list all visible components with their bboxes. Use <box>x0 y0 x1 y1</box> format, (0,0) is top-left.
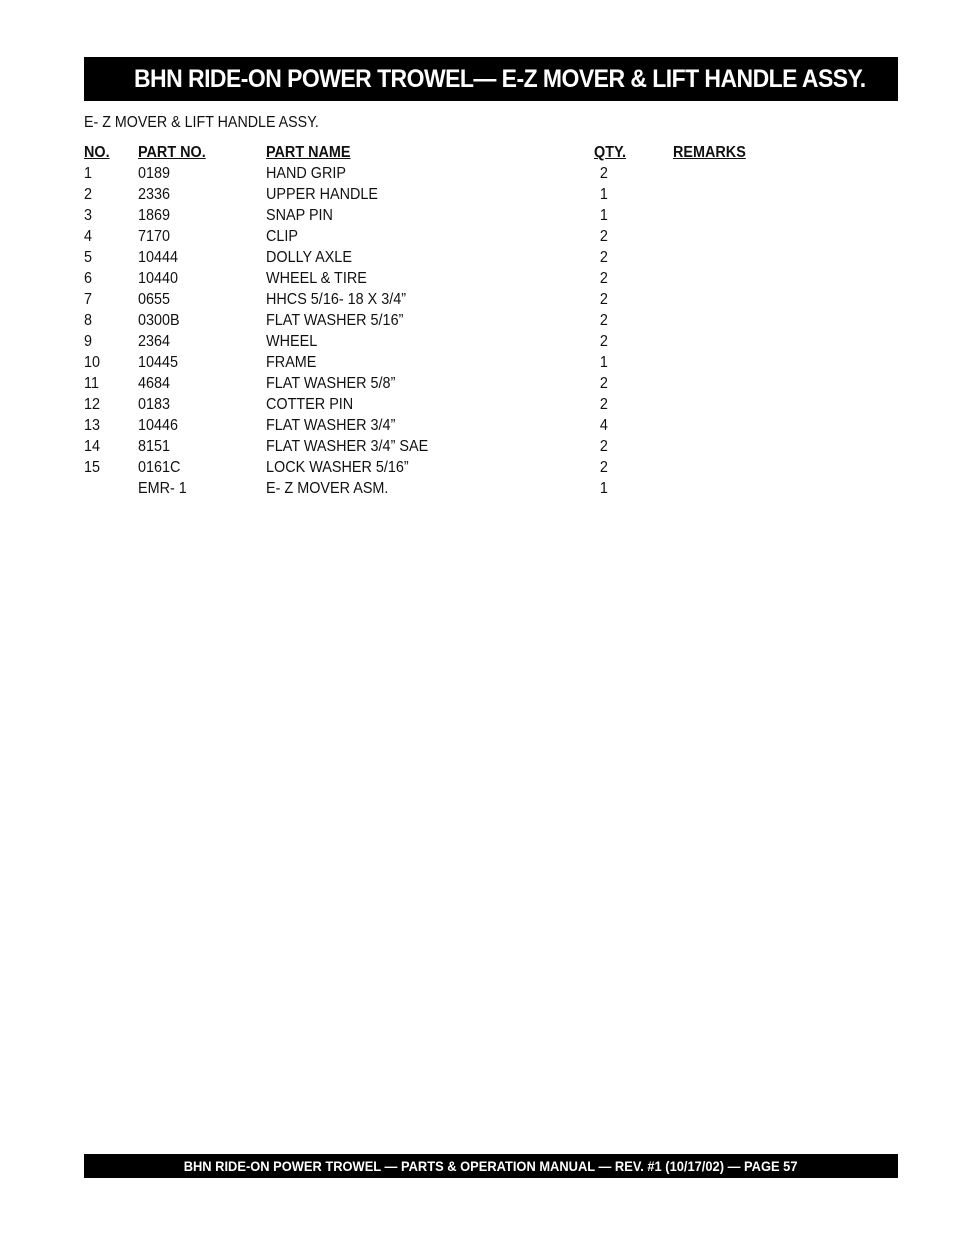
table-row <box>84 331 784 352</box>
cell-no: 8 <box>84 312 93 329</box>
cell-part-name: UPPER HANDLE <box>266 186 379 203</box>
cell-no: 6 <box>84 270 93 287</box>
cell-part-name: HAND GRIP <box>266 165 347 182</box>
cell-no: 11 <box>84 375 99 392</box>
cell-no: 12 <box>84 396 101 413</box>
cell-no: 5 <box>84 249 93 266</box>
table-header-row <box>84 142 784 163</box>
cell-part-name: FLAT WASHER 5/16” <box>266 312 404 329</box>
cell-qty: 1 <box>599 480 608 497</box>
cell-part-name: WHEEL & TIRE <box>266 270 367 287</box>
cell-part-no: 0189 <box>138 165 171 182</box>
column-header-part-name: PART NAME <box>266 144 351 161</box>
footer-bar <box>84 1154 898 1178</box>
cell-part-no: 0161C <box>138 459 181 476</box>
footer-text: BHN RIDE-ON POWER TROWEL — PARTS & OPERATION MANUAL — REV. #1 (10/17/02) — PAGE 57 <box>184 1158 798 1174</box>
table-row <box>84 436 784 457</box>
table-row <box>84 226 784 247</box>
table-row <box>84 373 784 394</box>
table-row <box>84 310 784 331</box>
cell-qty: 2 <box>599 165 608 182</box>
table-row <box>84 184 784 205</box>
table-row <box>84 247 784 268</box>
column-header-part-no: PART NO. <box>138 144 206 161</box>
table-row <box>84 394 784 415</box>
cell-part-name: CLIP <box>266 228 299 245</box>
page-title-bar <box>84 57 898 101</box>
cell-qty: 1 <box>599 354 608 371</box>
cell-part-no: EMR- 1 <box>138 480 187 497</box>
table-row <box>84 352 784 373</box>
cell-no: 7 <box>84 291 93 308</box>
cell-part-name: E- Z MOVER ASM. <box>266 480 389 497</box>
column-header-remarks: REMARKS <box>673 144 746 161</box>
cell-part-no: 10444 <box>138 249 179 266</box>
cell-part-no: 7170 <box>138 228 171 245</box>
cell-no: 9 <box>84 333 93 350</box>
cell-qty: 4 <box>599 417 608 434</box>
cell-qty: 2 <box>599 249 608 266</box>
cell-part-no: 0183 <box>138 396 171 413</box>
cell-part-no: 10445 <box>138 354 179 371</box>
cell-part-no: 10440 <box>138 270 179 287</box>
cell-qty: 1 <box>599 186 608 203</box>
cell-part-name: FLAT WASHER 5/8” <box>266 375 396 392</box>
cell-part-name: FLAT WASHER 3/4” <box>266 417 396 434</box>
cell-part-name: WHEEL <box>266 333 318 350</box>
table-row <box>84 289 784 310</box>
column-header-qty: QTY. <box>594 144 627 161</box>
table-row <box>84 205 784 226</box>
cell-part-name: DOLLY AXLE <box>266 249 352 266</box>
page-title: BHN RIDE-ON POWER TROWEL— E-Z MOVER & LIFT HANDLE ASSY. <box>134 64 866 93</box>
cell-part-no: 0655 <box>138 291 171 308</box>
cell-no: 3 <box>84 207 93 224</box>
cell-part-name: FRAME <box>266 354 317 371</box>
section-heading: E- Z MOVER & LIFT HANDLE ASSY. <box>84 114 319 131</box>
cell-no: 4 <box>84 228 93 245</box>
table-row <box>84 457 784 478</box>
table-row <box>84 415 784 436</box>
table-row <box>84 268 784 289</box>
table-row <box>84 163 784 184</box>
cell-part-no: 2336 <box>138 186 171 203</box>
cell-part-name: COTTER PIN <box>266 396 354 413</box>
table-row <box>84 478 784 499</box>
cell-part-name: LOCK WASHER 5/16” <box>266 459 409 476</box>
cell-no: 10 <box>84 354 101 371</box>
cell-no: 14 <box>84 438 101 455</box>
cell-part-no: 1869 <box>138 207 171 224</box>
cell-part-no: 8151 <box>138 438 171 455</box>
cell-part-no: 4684 <box>138 375 171 392</box>
cell-no: 2 <box>84 186 93 203</box>
cell-part-no: 0300B <box>138 312 180 329</box>
cell-no: 1 <box>84 165 93 182</box>
cell-qty: 2 <box>599 438 608 455</box>
parts-table <box>84 142 784 499</box>
cell-qty: 2 <box>599 312 608 329</box>
table-body <box>84 163 784 499</box>
cell-qty: 2 <box>599 375 608 392</box>
cell-qty: 2 <box>599 228 608 245</box>
cell-qty: 2 <box>599 459 608 476</box>
cell-qty: 2 <box>599 270 608 287</box>
cell-part-name: HHCS 5/16- 18 X 3/4” <box>266 291 407 308</box>
column-header-no: NO. <box>84 144 110 161</box>
cell-no: 15 <box>84 459 101 476</box>
cell-part-no: 10446 <box>138 417 179 434</box>
cell-no: 13 <box>84 417 101 434</box>
cell-qty: 2 <box>599 333 608 350</box>
cell-part-name: FLAT WASHER 3/4” SAE <box>266 438 429 455</box>
cell-part-no: 2364 <box>138 333 171 350</box>
cell-part-name: SNAP PIN <box>266 207 333 224</box>
cell-qty: 2 <box>599 291 608 308</box>
cell-qty: 2 <box>599 396 608 413</box>
cell-qty: 1 <box>599 207 608 224</box>
